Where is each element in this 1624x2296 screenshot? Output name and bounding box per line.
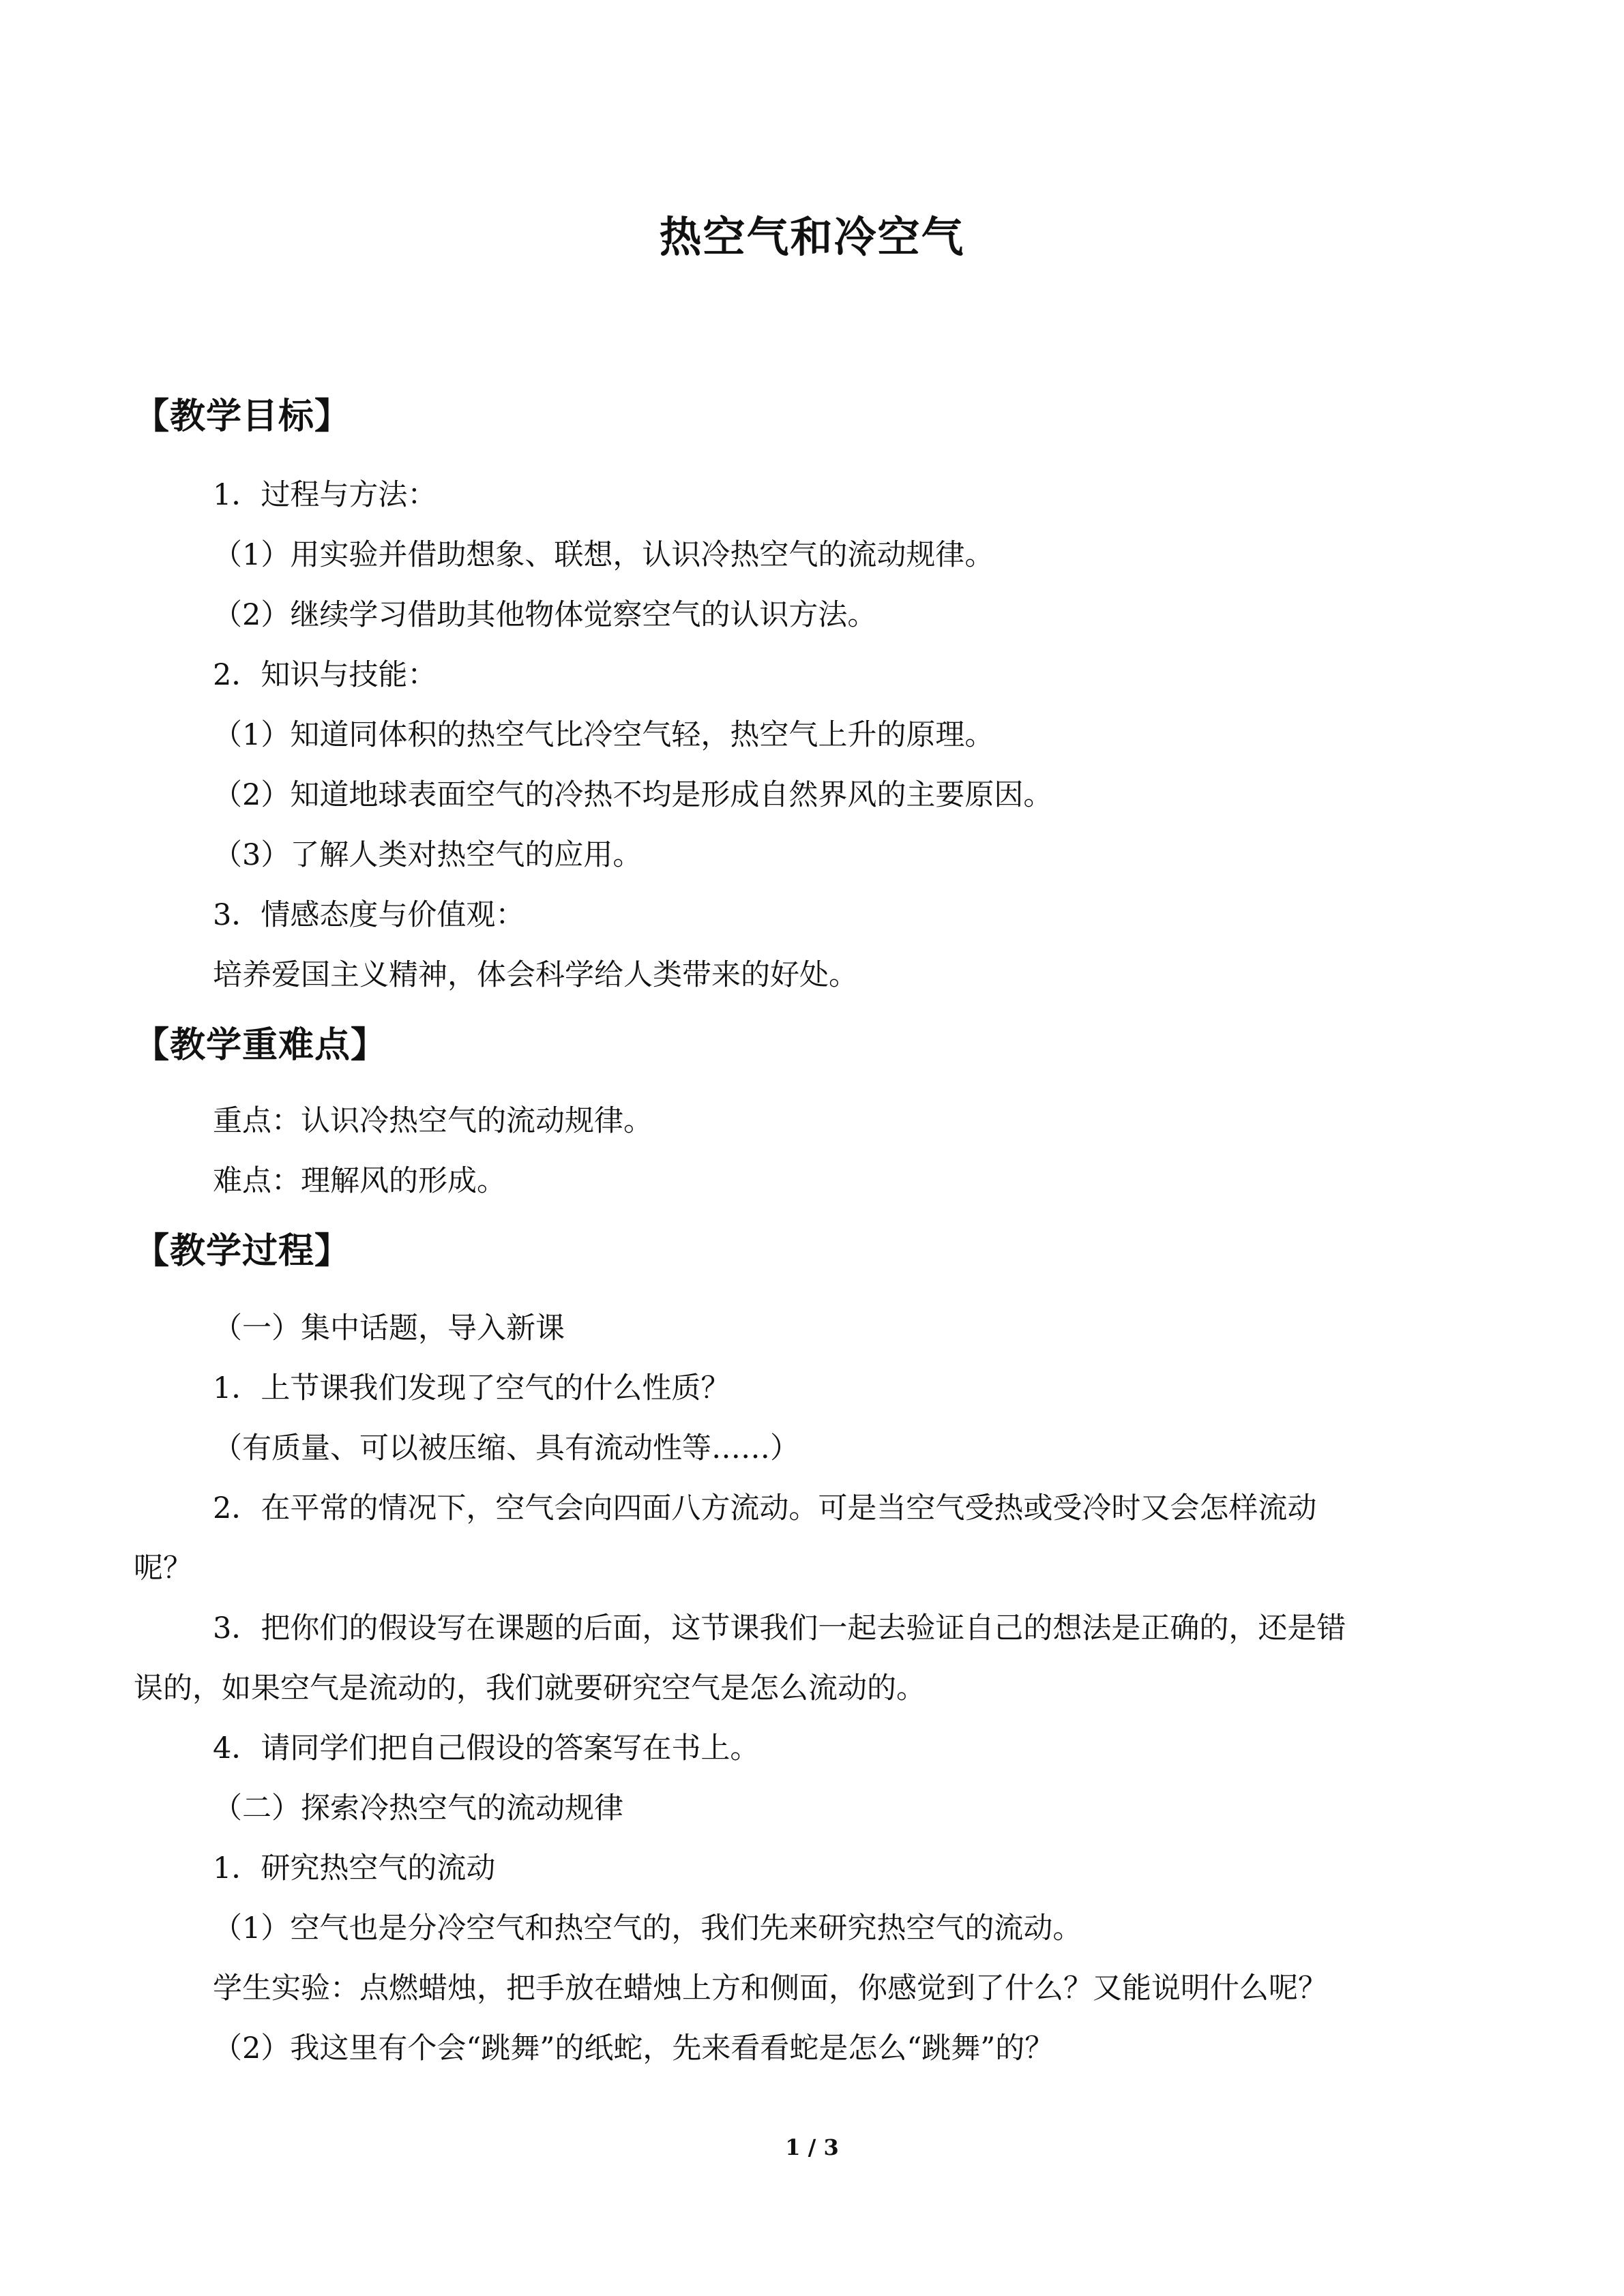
section-heading-keypoints: 【教学重难点】 — [134, 1024, 387, 1066]
objectives-line: （2）知道地球表面空气的冷热不均是形成自然界风的主要原因。 — [213, 778, 1053, 812]
page-number: 1 / 3 — [785, 2134, 839, 2160]
process-line: 呢？ — [134, 1551, 192, 1585]
process-line: 1．研究热空气的流动 — [213, 1851, 496, 1885]
objectives-line: （3）了解人类对热空气的应用。 — [213, 838, 643, 872]
objectives-line: 1．过程与方法： — [213, 478, 437, 512]
section-heading-objectives: 【教学目标】 — [134, 396, 351, 437]
process-line: 学生实验：点燃蜡烛，把手放在蜡烛上方和侧面，你感觉到了什么？又能说明什么呢？ — [213, 1971, 1327, 2006]
process-line: （二）探索冷热空气的流动规律 — [213, 1791, 623, 1825]
document-title: 热空气和冷空气 — [659, 212, 965, 262]
keypoints-line: 难点：理解风的形成。 — [213, 1164, 506, 1198]
process-line: （有质量、可以被压缩、具有流动性等……） — [213, 1431, 799, 1465]
objectives-line: 3．情感态度与价值观： — [213, 898, 525, 932]
objectives-line: 培养爱国主义精神，体会科学给人类带来的好处。 — [213, 958, 858, 992]
process-line: （1）空气也是分冷空气和热空气的，我们先来研究热空气的流动。 — [213, 1911, 1082, 1945]
process-line: 2．在平常的情况下，空气会向四面八方流动。可是当空气受热或受冷时又会怎样流动 — [213, 1491, 1317, 1525]
process-line: （一）集中话题，导入新课 — [213, 1311, 565, 1345]
process-line: 误的，如果空气是流动的，我们就要研究空气是怎么流动的。 — [134, 1671, 926, 1705]
section-heading-process: 【教学过程】 — [134, 1230, 351, 1272]
objectives-line: 2．知识与技能： — [213, 658, 437, 692]
objectives-line: （2）继续学习借助其他物体觉察空气的认识方法。 — [213, 598, 877, 632]
process-line: 3．把你们的假设写在课题的后面，这节课我们一起去验证自己的想法是正确的，还是错 — [213, 1611, 1346, 1645]
objectives-line: （1）用实验并借助想象、联想，认识冷热空气的流动规律。 — [213, 538, 994, 572]
objectives-line: （1）知道同体积的热空气比冷空气轻，热空气上升的原理。 — [213, 718, 994, 752]
process-line: 1．上节课我们发现了空气的什么性质？ — [213, 1371, 730, 1405]
keypoints-line: 重点：认识冷热空气的流动规律。 — [213, 1104, 653, 1138]
process-line: （2）我这里有个会“跳舞”的纸蛇，先来看看蛇是怎么“跳舞”的？ — [213, 2031, 1054, 2066]
process-line: 4．请同学们把自己假设的答案写在书上。 — [213, 1731, 760, 1765]
